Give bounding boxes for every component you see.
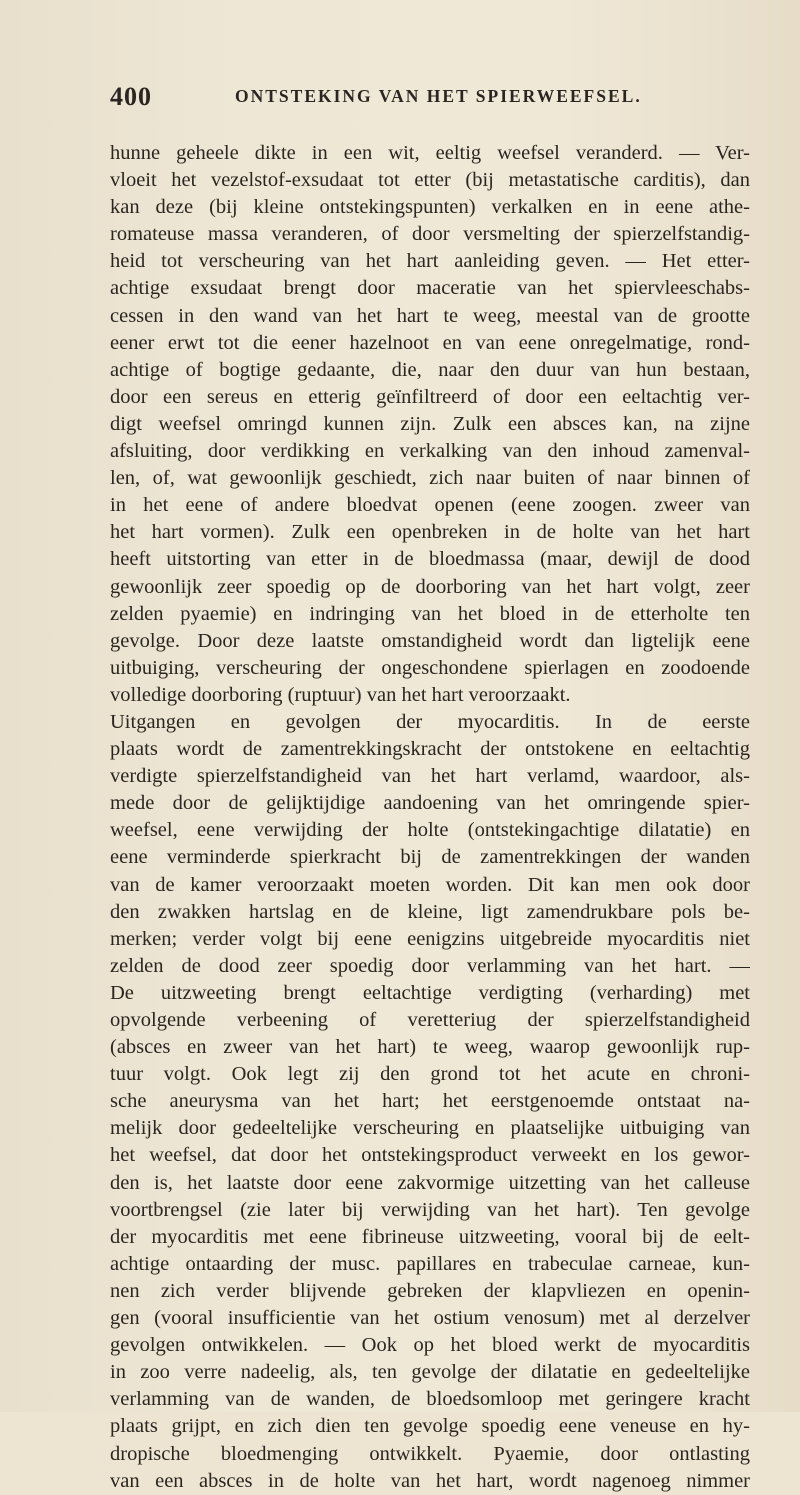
text-line: kan deze (bij kleine ontstekingspunten) verkalken en in eene athe- <box>110 196 750 219</box>
text-line: heeft uitstorting van etter in de bloedmassa (maar, dewijl de dood <box>110 548 750 571</box>
page-number: 400 <box>110 82 152 111</box>
text-line: De uitzweeting brengt eeltachtige verdigting (verharding) met <box>110 981 750 1004</box>
text-line: romateuse massa veranderen, of door versmelting der spierzelfstandig- <box>110 223 750 246</box>
page-header <box>110 82 750 116</box>
text-line: verdigte spierzelfstandigheid van het hart verlamd, waardoor, als- <box>110 765 750 788</box>
text-line: merken; verder volgt bij eene eenigzins uitgebreide myocarditis niet <box>110 927 750 950</box>
text-line: Uitgangen en gevolgen der myocarditis. In de eerste <box>110 710 750 733</box>
text-line: in zoo verre nadeelig, als, ten gevolge der dilatatie en gedeeltelijke <box>110 1361 750 1384</box>
text-line: opvolgende verbeening of veretteriug der spierzelfstandigheid <box>110 1009 750 1031</box>
text-line: het weefsel, dat door het ontstekingsproduct verweekt en los gewor- <box>110 1144 750 1167</box>
text-line: (absces en zweer van het hart) te weeg, waarop gewoonlijk rup- <box>110 1036 750 1059</box>
text-line: zelden de dood zeer spoedig door verlamming van het hart. — <box>110 954 750 977</box>
text-line: eene verminderde spierkracht bij de zamentrekkingen der wanden <box>110 846 750 869</box>
text-line: het hart vormen). Zulk een openbreken in de holte van het hart <box>110 521 750 544</box>
text-line: hunne geheele dikte in een wit, eeltig weefsel veranderd. — Ver- <box>110 142 750 164</box>
text-line: door een sereus en etterig geïnfiltreerd of door een eeltachtig ver- <box>110 385 750 408</box>
text-line: volledige doorboring (ruptuur) van het hart veroorzaakt. <box>110 683 571 706</box>
text-line: digt weefsel omringd kunnen zijn. Zulk een absces kan, na zijne <box>110 412 750 435</box>
text-line: achtige of bogtige gedaante, die, naar den duur van hun bestaan, <box>110 358 750 381</box>
text-line: gen (vooral insufficientie van het ostium venosum) met al derzelver <box>110 1307 750 1330</box>
text-line: plaats grijpt, en zich dien ten gevolge spoedig eene veneuse en hy- <box>110 1415 750 1438</box>
text-line: in het eene of andere bloedvat openen (eene zoogen. zweer van <box>110 494 750 517</box>
text-line: vloeit het vezelstof-exsudaat tot etter (bij metastatische carditis), dan <box>110 169 750 192</box>
text-line: gevolge. Door deze laatste omstandigheid wordt dan ligtelijk eene <box>110 629 750 652</box>
text-line: achtige ontaarding der musc. papillares en trabeculae carneae, kun- <box>110 1252 750 1275</box>
text-line: den is, het laatste door eene zakvormige uitzetting van het calleuse <box>110 1171 750 1194</box>
text-line: den zwakken hartslag en de kleine, ligt zamendrukbare pols be- <box>110 900 750 923</box>
text-line: cessen in den wand van het hart te weeg, meestal van de grootte <box>110 304 750 327</box>
text-line: achtige exsudaat brengt door maceratie van het spiervleeschabs- <box>110 277 750 300</box>
text-line: verlamming van de wanden, de bloedsomloop met geringere kracht <box>110 1388 750 1411</box>
text-line: van de kamer veroorzaakt moeten worden. Dit kan men ook door <box>110 873 750 896</box>
text-line: afsluiting, door verdikking en verkalking van den inhoud zamenval- <box>110 440 750 463</box>
running-title: ONTSTEKING VAN HET SPIERWEEFSEL. <box>235 86 642 106</box>
text-line: nen zich verder blijvende gebreken der klapvliezen en openin- <box>110 1279 750 1302</box>
text-line: tuur volgt. Ook legt zij den grond tot het acute en chroni- <box>110 1063 750 1086</box>
text-line: van een absces in de holte van het hart, wordt nagenoeg nimmer <box>110 1469 750 1492</box>
text-line: gewoonlijk zeer spoedig op de doorboring van het hart volgt, zeer <box>110 575 750 598</box>
text-line: eener erwt tot die eener hazelnoot en van eene onregelmatige, rond- <box>110 331 750 354</box>
text-line: uitbuiging, verscheuring der ongeschondene spierlagen en zoodoende <box>110 656 750 679</box>
text-line: gevolgen ontwikkelen. — Ook op het bloed werkt de myocarditis <box>110 1334 750 1357</box>
text-line: melijk door gedeeltelijke verscheuring en plaatselijke uitbuiging van <box>110 1117 750 1140</box>
text-line: zelden pyaemie) en indringing van het bloed in de etterholte ten <box>110 602 750 625</box>
text-line: plaats wordt de zamentrekkingskracht der ontstokene en eeltachtig <box>110 738 750 761</box>
text-line: voortbrengsel (zie later bij verwijding van het hart). Ten gevolge <box>110 1198 750 1221</box>
text-line: sche aneurysma van het hart; het eerstgenoemde ontstaat na- <box>110 1090 750 1113</box>
text-line: heid tot verscheuring van het hart aanleiding geven. — Het etter- <box>110 250 750 273</box>
text-line: len, of, wat gewoonlijk geschiedt, zich naar buiten of naar binnen of <box>110 467 750 490</box>
text-line: mede door de gelijktijdige aandoening van het omringende spier- <box>110 792 750 815</box>
body-text <box>110 140 750 1495</box>
text-line: der myocarditis met eene fibrineuse uitzweeting, vooral bij de eelt- <box>110 1225 750 1248</box>
text-line: weefsel, eene verwijding der holte (ontstekingachtige dilatatie) en <box>110 819 750 842</box>
text-line: dropische bloedmenging ontwikkelt. Pyaemie, door ontlasting <box>110 1442 750 1465</box>
